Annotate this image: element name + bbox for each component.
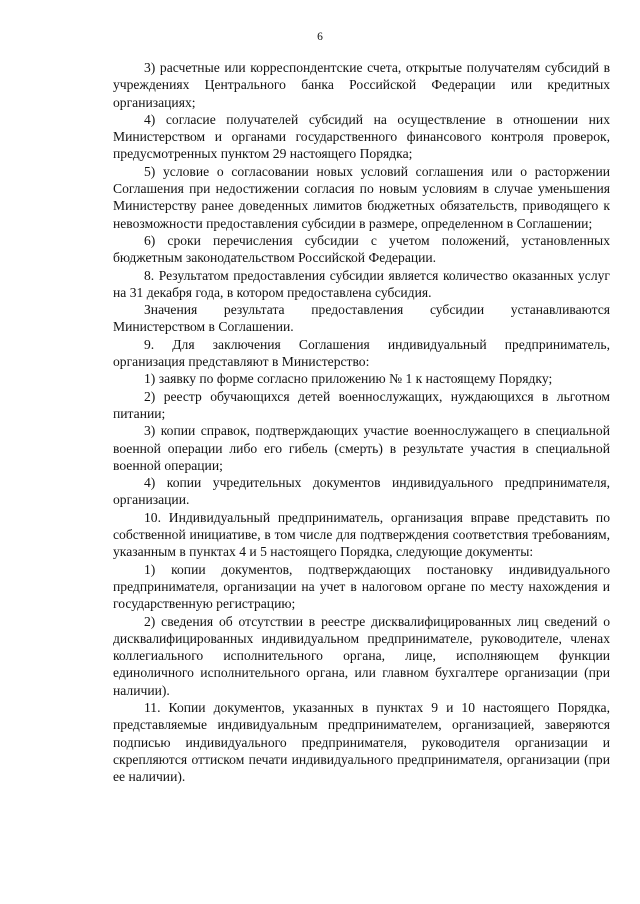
paragraph-s9-item-1: 1) заявку по форме согласно приложению № 1 к настоящему Порядку;	[144, 371, 553, 387]
paragraph-s10-item-2: 2) сведения об отсутствии в реестре дисквалифицированных лиц сведений о дисквалифицированных индивидуальном предпринимателе, руководителе, членах коллегиального исполнительного органа, лице, исполняющем функции единоличного исполнительного органа, или главном бухгалтере организации (при наличии).	[113, 613, 610, 698]
paragraph-s9-item-2: 2) реестр обучающихся детей военнослужащих, нуждающихся в льготном питании;	[113, 388, 610, 421]
paragraph-item-4-consent: 4) согласие получателей субсидий на осуществление в отношении них Министерством и органами государственного финансового контроля проверок, предусмотренных пунктом 29 настоящего Порядка;	[113, 111, 610, 162]
paragraph-section-10: 10. Индивидуальный предприниматель, организация вправе представить по собственной инициативе, в том числе для подтверждения соответствия требованиям, указанным в пунктах 4 и 5 настоящего Порядка, следующие документы:	[113, 509, 610, 560]
paragraph-s9-item-3: 3) копии справок, подтверждающих участие военнослужащего в специальной военной операции либо его гибель (смерть) в результате участия в специальной военной операции;	[113, 423, 610, 473]
paragraph-s10-item-1: 1) копии документов, подтверждающих постановку индивидуального предпринимателя, организации на учет в налоговом органе по месту нахождения и государственную регистрацию;	[113, 561, 610, 612]
paragraph-item-3-accounts: 3) расчетные или корреспондентские счета, открытые получателям субсидий в учреждениях Центрального банка Российской Федерации или кредитных организациях;	[113, 60, 610, 110]
paragraph-section-8: 8. Результатом предоставления субсидии является количество оказанных услуг на 31 декабря года, в котором предоставлена субсидия.	[113, 267, 610, 300]
paragraph-item-5-conditions: 5) условие о согласовании новых условий соглашения или о расторжении Соглашения при недостижении согласия по новым условиям в случае уменьшения Министерству ранее доведенных лимитов бюджетных обязательств, приводящего к невозможности предоставления субсидии в размере, определенном в Соглашении;	[113, 163, 610, 231]
paragraph-result-values: Значения результата предоставления субсидии устанавливаются Министерством в Соглашении.	[113, 302, 610, 335]
page-number: 6	[317, 31, 323, 43]
document-body	[113, 59, 610, 785]
paragraph-s9-item-4: 4) копии учредительных документов индивидуального предпринимателя, организации.	[113, 475, 610, 508]
paragraph-item-6-terms: 6) сроки перечисления субсидии с учетом положений, установленных бюджетным законодательством Российской Федерации.	[113, 232, 610, 266]
paragraph-section-9: 9. Для заключения Соглашения индивидуальный предприниматель, организация представляют в Министерство:	[113, 336, 610, 370]
paragraph-section-11: 11. Копии документов, указанных в пунктах 9 и 10 настоящего Порядка, представляемые индивидуальным предпринимателем, организацией, заверяются подписью индивидуального предпринимателя, руководителя организации и скрепляются оттиском печати индивидуального предпринимателя, организации (при ее наличии).	[113, 699, 610, 785]
